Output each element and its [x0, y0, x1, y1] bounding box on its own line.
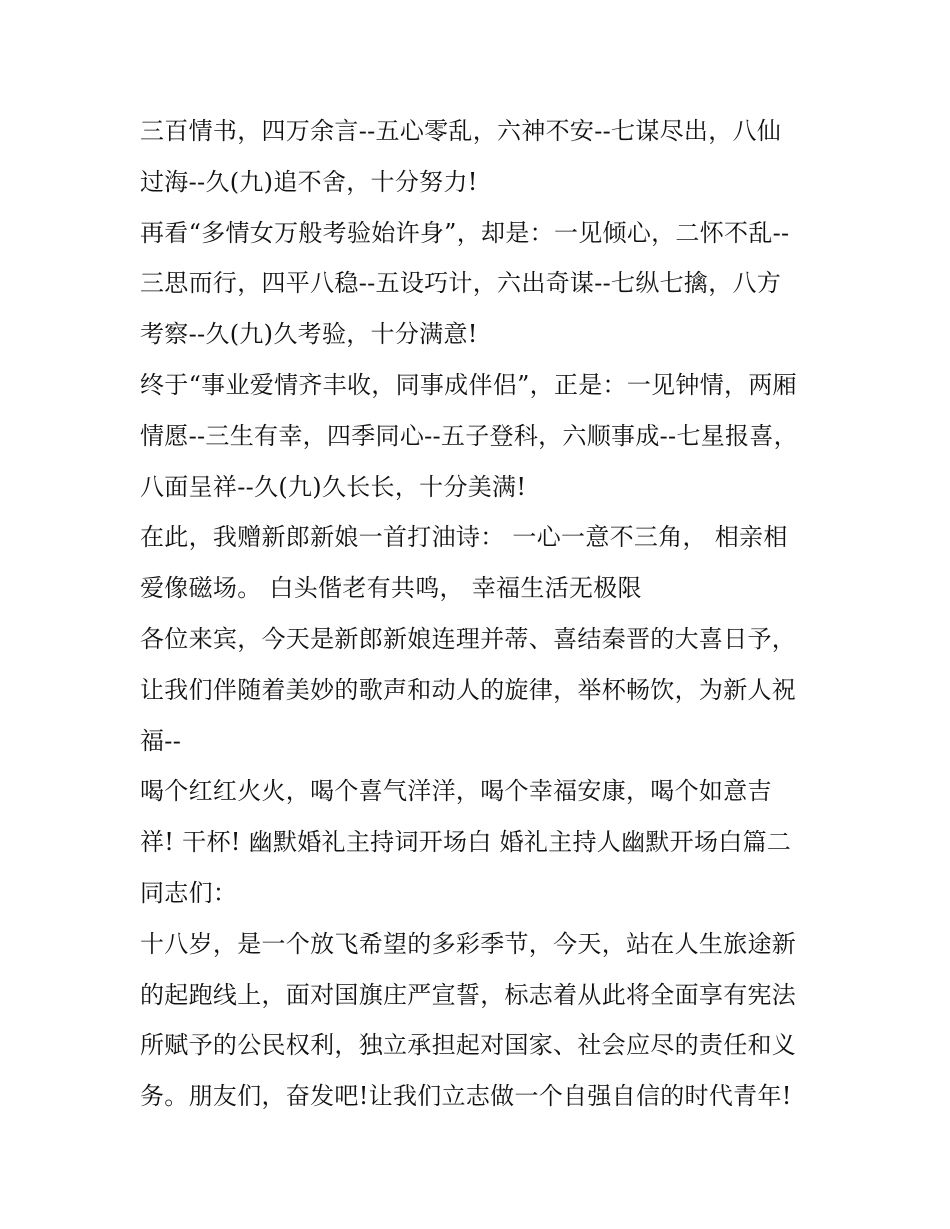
text-line-6: 终于“事业爱情齐丰收，同事成伴侣”，正是：一见钟情，两厢 — [140, 370, 797, 399]
text-line-19: 所赋予的公民权利，独立承担起对国家、社会应尽的责任和义 — [140, 1031, 797, 1060]
text-line-9: 在此，我赠新郎新娘一首打油诗： 一心一意不三角， 相亲相 — [140, 523, 788, 552]
text-line-7: 情愿--三生有幸，四季同心--五子登科，六顺事成--七星报喜， — [140, 421, 798, 450]
text-line-18: 的起跑线上，面对国旗庄严宣誓，标志着从此将全面享有宪法 — [140, 980, 797, 1009]
document-body — [140, 106, 820, 1122]
text-line-20: 务。朋友们，奋发吧!让我们立志做一个自强自信的时代青年! — [140, 1082, 792, 1111]
text-line-11: 各位来宾，今天是新郎新娘连理并蒂、喜结秦晋的大喜日予， — [140, 624, 797, 653]
text-line-10: 爱像磁场。 白头偕老有共鸣， 幸福生活无极限 — [140, 574, 642, 603]
text-line-3: 再看“多情女万般考验始许身”，却是：一见倾心，二怀不乱-- — [140, 218, 790, 247]
text-line-2: 过海--久(九)追不舍，十分努力! — [140, 167, 478, 196]
text-line-5: 考察--久(九)久考验，十分满意! — [140, 320, 478, 349]
text-line-17: 十八岁，是一个放飞希望的多彩季节，今天，站在人生旅途新 — [140, 929, 797, 958]
text-line-12: 让我们伴随着美妙的歌声和动人的旋律，举杯畅饮，为新人祝 — [140, 675, 797, 704]
text-line-1: 三百情书，四万余言--五心零乱，六神不安--七谋尽出，八仙 — [140, 117, 782, 145]
text-line-8: 八面呈祥--久(九)久长长，十分美满! — [140, 472, 527, 501]
text-line-15: 祥! 干杯! 幽默婚礼主持词开场白 婚礼主持人幽默开场白篇二 — [140, 828, 792, 857]
text-line-13: 福-- — [140, 726, 182, 755]
text-line-16: 同志们： — [140, 878, 238, 907]
text-line-4: 三思而行，四平八稳--五设巧计，六出奇谋--七纵七擒，八方 — [140, 269, 782, 298]
text-line-14: 喝个红红火火，喝个喜气洋洋，喝个幸福安康，喝个如意吉 — [140, 777, 772, 806]
